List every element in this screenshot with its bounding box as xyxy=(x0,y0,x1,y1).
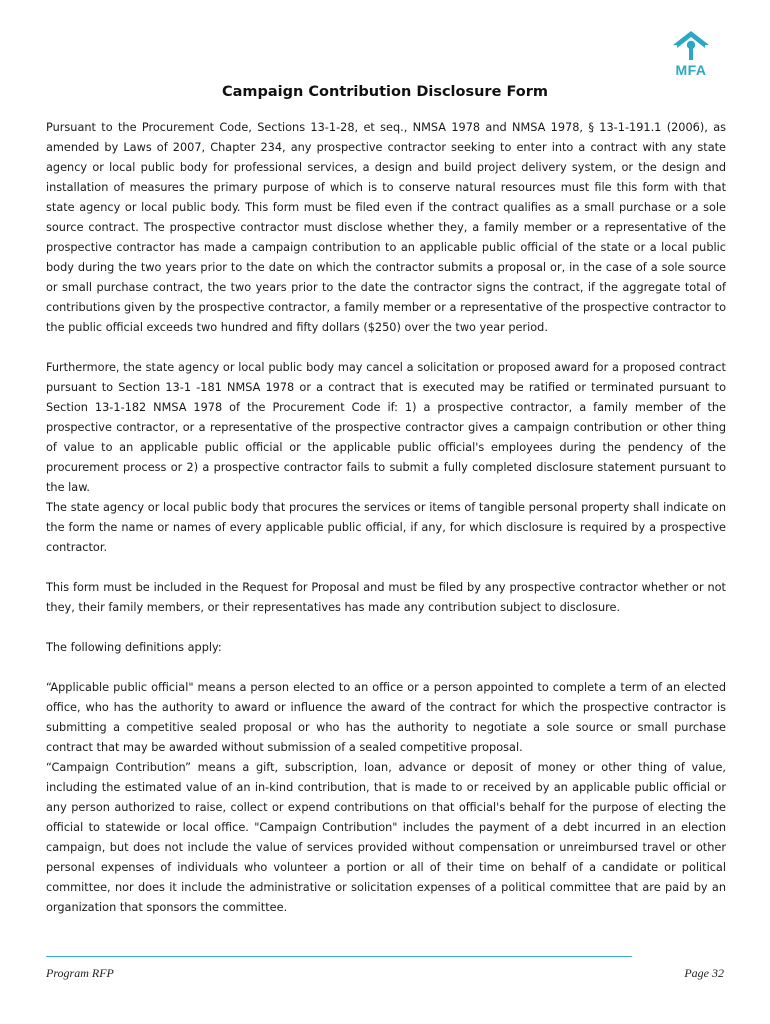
paragraph-indicate-officials: The state agency or local public body that procures the services or items of tangible personal property shall indicate on the form the name or names of every applicable public official, if any, for which disclosure is required by a prospective contractor. xyxy=(46,501,726,554)
definition-applicable-public-official: “Applicable public official" means a person elected to an office or a person appointed to complete a term of an elected office, who has the authority to award or influence the award of the contract for which the prospective contractor is submitting a competitive sealed proposal or who has the authority to negotiate a sole source or small purchase contract that may be awarded without submission of a sealed competitive proposal. xyxy=(46,681,726,754)
paragraph-cancellation: Furthermore, the state agency or local public body may cancel a solicitation or proposed award for a proposed contract pursuant to Section 13-1 -181 NMSA 1978 or a contract that is executed may be ratified or terminated pursuant to Section 13-1-182 NMSA 1978 of the Procurement Code if: 1) a prospective contractor, a family member of the prospective contractor, or a representative of the prospective contractor gives a campaign contribution or other thing of value to an applicable public official or the applicable public official's employees during the pendency of the procurement process or 2) a prospective contractor fails to submit a fully completed disclosure statement pursuant to the law. xyxy=(46,361,726,494)
logo-text: MFA xyxy=(675,62,707,78)
body-text xyxy=(46,118,726,918)
paragraph-filing-requirement: This form must be included in the Request for Proposal and must be filed by any prospective contractor whether or not they, their family members, or their representatives has made any contribution subject to disclosure. xyxy=(46,581,726,614)
house-keyhole-icon xyxy=(668,28,714,62)
page-title: Campaign Contribution Disclosure Form xyxy=(221,84,549,100)
paragraph-definitions-intro: The following definitions apply: xyxy=(46,641,222,654)
mfa-logo xyxy=(668,28,714,82)
definition-campaign-contribution: “Campaign Contribution” means a gift, subscription, loan, advance or deposit of money or other thing of value, including the estimated value of an in-kind contribution, that is made to or received by an applicable public official or any person authorized to raise, collect or expend contributions on that official's behalf for the purpose of electing the official to statewide or local office. "Campaign Contribution" includes the payment of a debt incurred in an election campaign, but does not include the value of services provided without compensation or unreimbursed travel or other personal expenses of individuals who volunteer a portion or all of their time on behalf of a candidate or political committee, nor does it include the administrative or solicitation expenses of a political committee that are paid by an organization that sponsors the committee. xyxy=(46,761,726,914)
footer-divider xyxy=(46,956,632,957)
paragraph-procurement-code: Pursuant to the Procurement Code, Sections 13-1-28, et seq., NMSA 1978 and NMSA 1978, § 13-1-191.1 (2006), as amended by Laws of 2007, Chapter 234, any prospective contractor seeking to enter into a contract with any state agency or local public body for professional services, a design and build project delivery system, or the design and installation of measures the primary purpose of which is to conserve natural resources must file this form with that state agency or local public body. This form must be filed even if the contract qualifies as a small purchase or a sole source contract. The prospective contractor must disclose whether they, a family member or a representative of the prospective contractor has made a campaign contribution to an applicable public official of the state or a local public body during the two years prior to the date on which the contractor submits a proposal or, in the case of a sole source or small purchase contract, the two years prior to the date the contractor signs the contract, if the aggregate total of contributions given by the prospective contractor, a family member or a representative of the prospective contractor to the public official exceeds two hundred and fifty dollars ($250) over the two year period. xyxy=(46,121,726,334)
footer-page-number: Page 32 xyxy=(684,966,724,980)
footer-program-label: Program RFP xyxy=(46,966,114,980)
